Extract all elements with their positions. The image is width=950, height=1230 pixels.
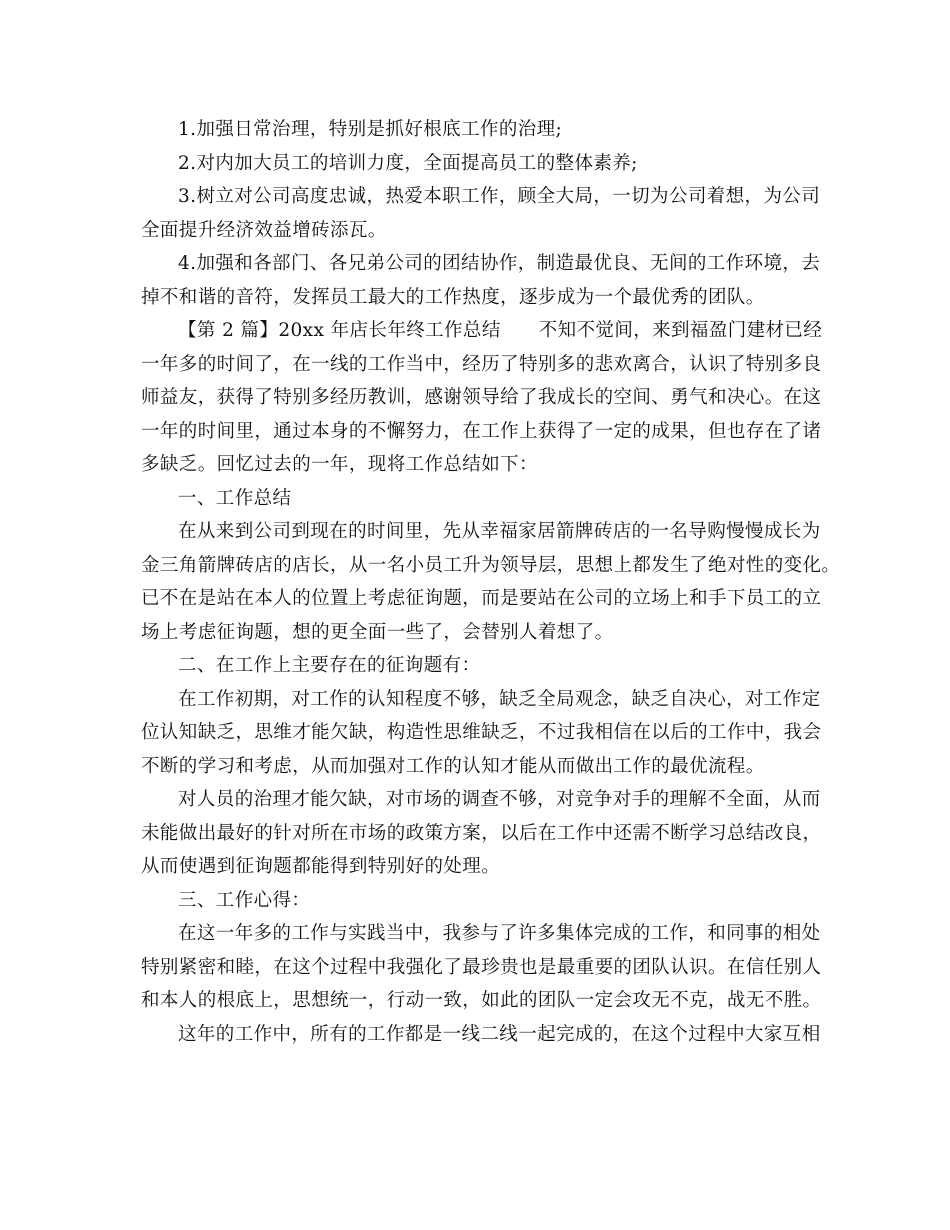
paragraph-start: 不知不觉间，来到福盈门建材已经 xyxy=(538,320,823,341)
paragraph-line: 和本人的根底上，思想统一，行动一致，如此的团队一定会攻无不克，战无不胜。 xyxy=(141,990,822,1011)
paragraph-line: 特别紧密和睦，在这个过程中我强化了最珍贵也是最重要的团队认识。在信任别人 xyxy=(141,956,822,978)
paragraph-line: 已不在是站在本人的位置上考虑征询题，而是要站在公司的立场上和手下员工的立 xyxy=(141,588,822,609)
paragraph-line: 场上考虑征询题，想的更全面一些了，会替别人着想了。 xyxy=(141,621,614,643)
paragraph-line: 金三角箭牌砖店的店长，从一名小员工升为领导层，思想上都发生了绝对性的变化。 xyxy=(141,554,841,576)
paragraph-line: 师益友，获得了特别多经历教训，感谢领导给了我成长的空间、勇气和决心。在这 xyxy=(141,387,822,408)
paragraph-line: 从而使遇到征询题都能得到特别好的处理。 xyxy=(141,856,501,877)
section-heading: 三、工作心得： xyxy=(178,889,311,911)
paragraph-line: 一年的时间里，通过本身的不懈努力，在工作上获得了一定的成果，但也存在了诸 xyxy=(141,420,822,442)
paragraph-line: 掉不和谐的音符，发挥员工最大的工作热度，逐步成为一个最优秀的团队。 xyxy=(141,286,765,308)
paragraph-line: 多缺乏。回忆过去的一年，现将工作总结如下： xyxy=(141,454,538,475)
paragraph-line: 1.加强日常治理，特别是抓好根底工作的治理; xyxy=(178,119,563,140)
paragraph-line: 对人员的治理才能欠缺，对市场的调查不够，对竞争对手的理解不全面，从而 xyxy=(178,789,821,810)
paragraph-line: 3.树立对公司高度忠诚，热爱本职工作，顾全大局，一切为公司着想，为公司 xyxy=(178,186,821,207)
paragraph-line: 全面提升经济效益增砖添瓦。 xyxy=(141,219,387,241)
paragraph-line: 一年多的时间了，在一线的工作当中，经历了特别多的悲欢离合，认识了特别多良 xyxy=(141,353,822,375)
paragraph-line: 2.对内加大员工的培训力度，全面提高员工的整体素养; xyxy=(178,152,638,174)
section-heading: 一、工作总结 xyxy=(178,487,292,509)
document-body xyxy=(141,113,841,1051)
section-heading-line xyxy=(141,314,823,348)
section-heading: 二、在工作上主要存在的征询题有： xyxy=(178,655,481,676)
paragraph-line: 未能做出最好的针对所在市场的政策方案，以后在工作中还需不断学习总结改良， xyxy=(141,822,822,844)
paragraph-line: 在这一年多的工作与实践当中，我参与了许多集体完成的工作，和同事的相处 xyxy=(178,923,821,944)
paragraph-line: 位认知缺乏，思维才能欠缺，构造性思维缺乏，不过我相信在以后的工作中，我会 xyxy=(141,722,822,743)
paragraph-line: 在从来到公司到现在的时间里，先从幸福家居箭牌砖店的一名导购慢慢成长为 xyxy=(178,521,821,542)
paragraph-line: 不断的学习和考虑，从而加强对工作的认知才能从而做出工作的最优流程。 xyxy=(141,755,765,777)
paragraph-line: 4.加强和各部门、各兄弟公司的团结协作，制造最优良、无间的工作环境，去 xyxy=(178,253,821,274)
article-title: 【第 2 篇】20xx 年店长年终工作总结 xyxy=(178,320,501,341)
paragraph-line: 在工作初期，对工作的认知程度不够，缺乏全局观念，缺乏自决心，对工作定 xyxy=(178,688,821,710)
paragraph-line: 这年的工作中，所有的工作都是一线二线一起完成的，在这个过程中大家互相 xyxy=(178,1023,821,1045)
